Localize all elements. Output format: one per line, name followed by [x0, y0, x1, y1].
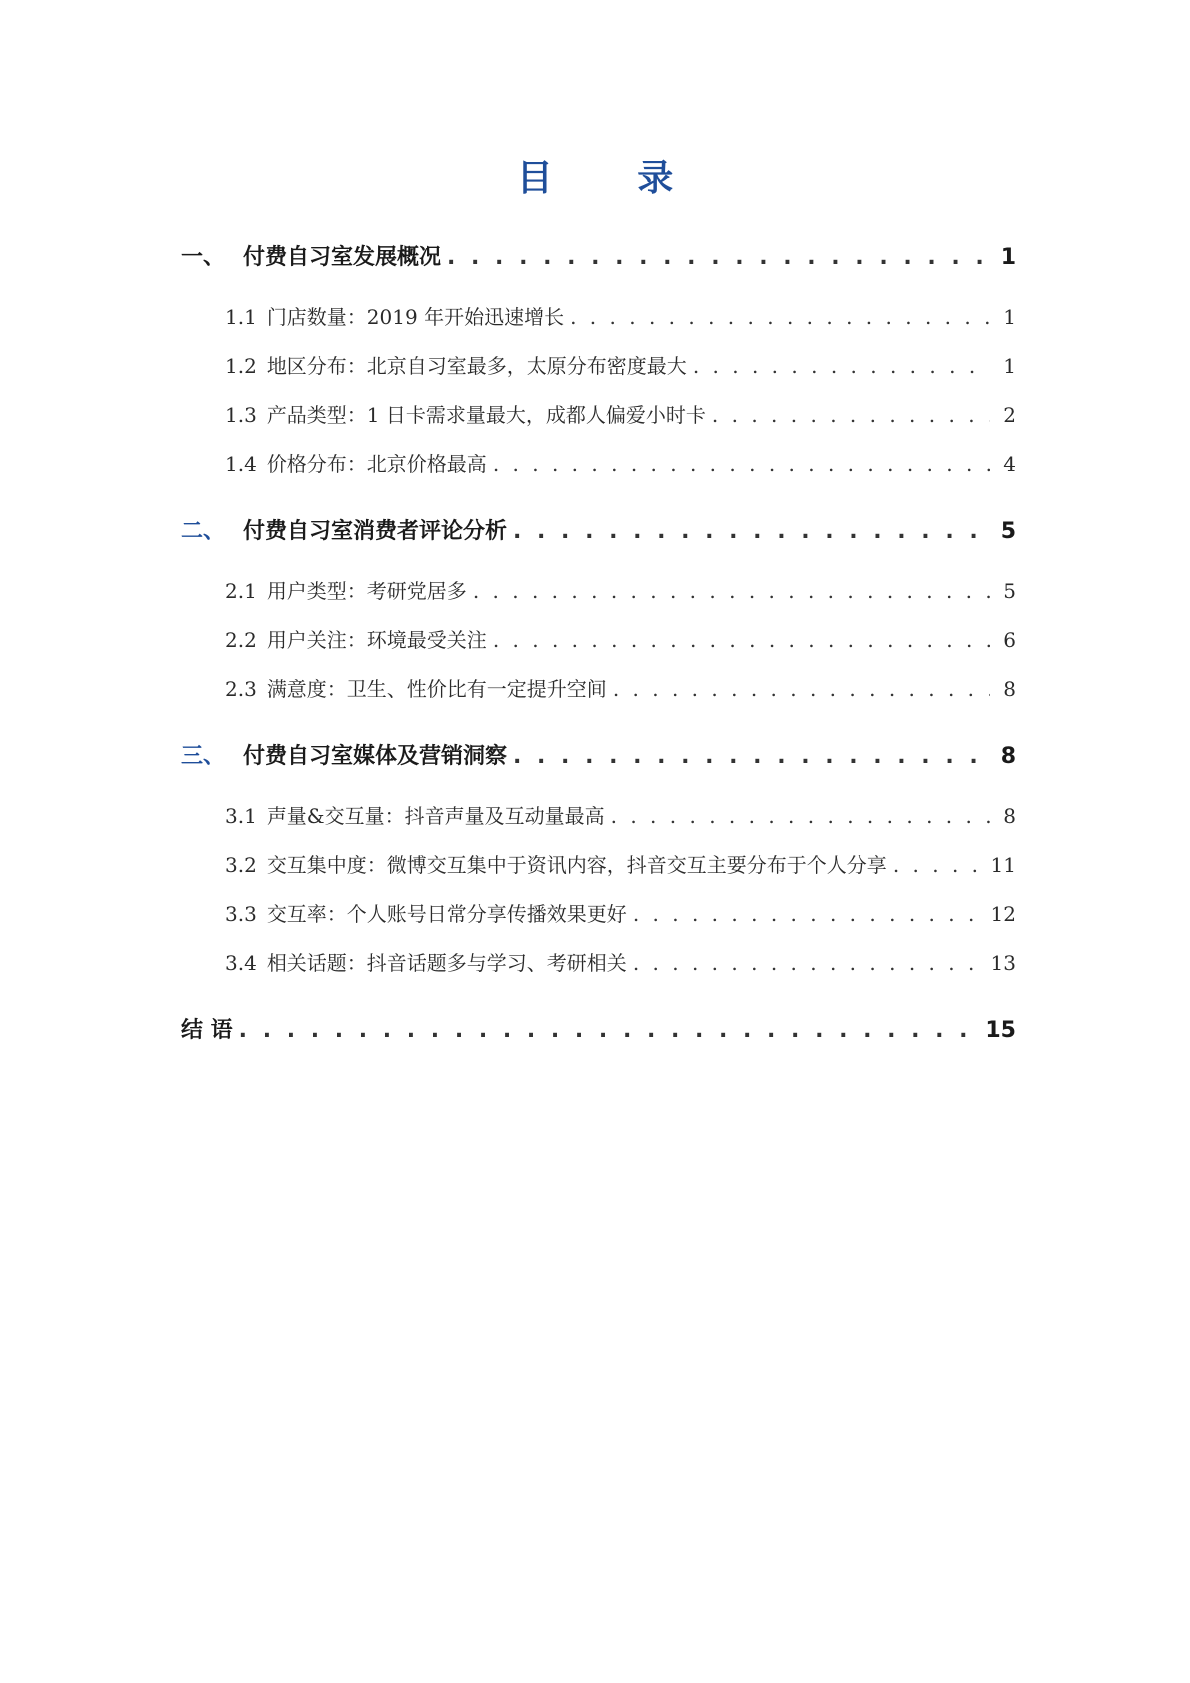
- toc-item-3-4[interactable]: [181, 947, 1016, 975]
- dot-leader: [712, 403, 990, 427]
- item-title: 门店数量：2019 年开始迅速增长: [266, 305, 565, 329]
- section-title: 付费自习室消费者评论分析: [243, 519, 508, 544]
- item-number: 2.3: [225, 677, 257, 701]
- item-title: 交互集中度：微博交互集中于资讯内容，抖音交互主要分布于个人分享: [266, 853, 887, 877]
- dot-leader: [239, 1018, 978, 1043]
- section-number: 一、: [181, 245, 226, 270]
- dot-leader: [611, 804, 990, 828]
- toc-item-3-3[interactable]: [181, 898, 1016, 926]
- item-number: 1.3: [225, 403, 257, 427]
- item-number: 3.4: [225, 951, 257, 975]
- toc-item-3-1[interactable]: [181, 800, 1016, 828]
- page-number: 11: [990, 853, 1016, 877]
- toc-item-2-2[interactable]: [181, 624, 1016, 652]
- page-number: 8: [1003, 677, 1016, 701]
- dot-leader: [633, 951, 983, 975]
- table-of-contents: [181, 240, 1016, 1043]
- item-title: 产品类型：1 日卡需求量最大，成都人偏爱小时卡: [266, 403, 706, 427]
- toc-item-1-3[interactable]: [181, 399, 1016, 427]
- section-number: 二、: [181, 519, 226, 544]
- item-number: 3.1: [225, 804, 257, 828]
- toc-item-3-2[interactable]: [181, 849, 1016, 877]
- section-title: 付费自习室发展概况: [243, 245, 442, 270]
- dot-leader: [473, 579, 990, 603]
- item-title: 相关话题：抖音话题多与学习、考研相关: [266, 951, 627, 975]
- toc-item-1-4[interactable]: [181, 448, 1016, 476]
- item-title: 满意度：卫生、性价比有一定提升空间: [266, 677, 607, 701]
- page-number: 15: [985, 1018, 1016, 1043]
- toc-item-1-1[interactable]: [181, 301, 1016, 329]
- dot-leader: [693, 354, 990, 378]
- page-title: 目 录: [516, 158, 710, 199]
- section-number: 三、: [181, 744, 226, 769]
- item-title: 价格分布：北京价格最高: [266, 452, 487, 476]
- page-number: 1: [1003, 354, 1016, 378]
- item-title: 用户关注：环境最受关注: [266, 628, 487, 652]
- dot-leader: [493, 628, 990, 652]
- item-number: 3.3: [225, 902, 257, 926]
- page-number: 12: [990, 902, 1016, 926]
- section-title: 付费自习室媒体及营销洞察: [243, 744, 508, 769]
- item-title: 地区分布：北京自习室最多，太原分布密度最大: [266, 354, 687, 378]
- toc-item-2-1[interactable]: [181, 575, 1016, 603]
- item-number: 1.2: [225, 354, 257, 378]
- page-number: 1: [1000, 245, 1016, 270]
- item-title: 用户类型：考研党居多: [266, 579, 467, 603]
- dot-leader: [613, 677, 990, 701]
- dot-leader: [633, 902, 983, 926]
- toc-conclusion[interactable]: [181, 1013, 1016, 1043]
- item-number: 1.4: [225, 452, 257, 476]
- dot-leader: [893, 853, 983, 877]
- toc-section-3[interactable]: [181, 739, 1016, 769]
- page-number: 2: [1003, 403, 1016, 427]
- item-number: 2.1: [225, 579, 257, 603]
- page-number: 13: [990, 951, 1016, 975]
- page-number: 1: [1003, 305, 1016, 329]
- conclusion-title: 结 语: [181, 1018, 233, 1043]
- page-number: 8: [1003, 804, 1016, 828]
- toc-section-2[interactable]: [181, 514, 1016, 544]
- item-number: 2.2: [225, 628, 257, 652]
- dot-leader: [447, 245, 990, 270]
- page-number: 4: [1003, 452, 1016, 476]
- toc-item-2-3[interactable]: [181, 673, 1016, 701]
- page-number: 6: [1003, 628, 1016, 652]
- page-number: 5: [1000, 519, 1016, 544]
- dot-leader: [513, 744, 990, 769]
- dot-leader: [513, 519, 990, 544]
- item-title: 交互率：个人账号日常分享传播效果更好: [266, 902, 627, 926]
- item-title: 声量&交互量：抖音声量及互动量最高: [266, 804, 605, 828]
- toc-item-1-2[interactable]: [181, 350, 1016, 378]
- item-number: 3.2: [225, 853, 257, 877]
- dot-leader: [570, 305, 990, 329]
- page-number: 8: [1000, 744, 1016, 769]
- dot-leader: [493, 452, 990, 476]
- page-number: 5: [1003, 579, 1016, 603]
- toc-section-1[interactable]: [181, 240, 1016, 270]
- item-number: 1.1: [225, 305, 257, 329]
